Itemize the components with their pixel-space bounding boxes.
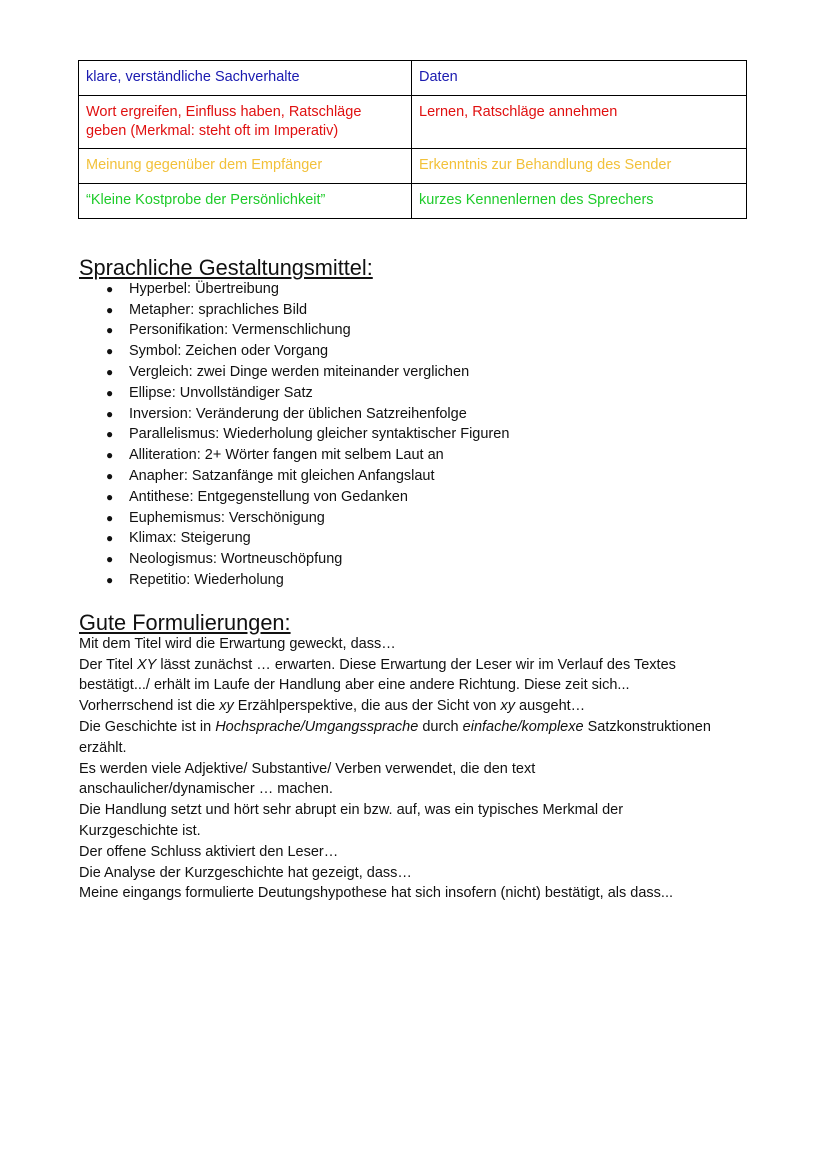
phrase-text: Die Geschichte ist in — [79, 718, 216, 735]
bullet-icon: ● — [106, 448, 114, 463]
bullet-icon: ● — [106, 510, 114, 525]
list-item — [79, 383, 759, 404]
phrase-text: bestätigt.../ erhält im Laufe der Handlung aber eine andere Richtung. Diese zeit sich... — [79, 677, 630, 694]
list-item — [79, 341, 759, 362]
list-item-text: Symbol: Zeichen oder Vorgang — [129, 343, 329, 360]
list-item — [79, 424, 759, 445]
list-item — [79, 320, 759, 341]
phrase-text: Es werden viele Adjektive/ Substantive/ Verben verwendet, die den text — [79, 760, 536, 777]
list-item-text: Alliteration: 2+ Wörter fangen mit selbem Laut an — [129, 447, 444, 464]
table-row — [79, 61, 747, 96]
good-phrases-section — [79, 610, 759, 904]
table-cell-left: Wort ergreifen, Einfluss haben, Ratschläge geben (Merkmal: steht oft im Imperativ) — [79, 96, 412, 149]
phrase-line — [79, 883, 759, 904]
phrase-text: Mit dem Titel wird die Erwartung geweckt, dass… — [79, 635, 396, 652]
bullet-icon: ● — [106, 385, 114, 400]
phrase-italic-text: XY — [137, 656, 157, 673]
phrase-line — [79, 779, 759, 800]
phrase-text: Der Titel — [79, 656, 138, 673]
stylistic-devices-list — [79, 279, 759, 591]
table-cell-left: klare, verständliche Sachverhalte — [79, 61, 412, 96]
phrase-line — [79, 738, 759, 759]
phrase-italic-text: Hochsprache/Umgangssprache — [215, 718, 419, 735]
bullet-icon: ● — [106, 302, 114, 317]
list-item-text: Repetitio: Wiederholung — [129, 571, 284, 588]
phrase-line — [79, 842, 759, 863]
phrase-line — [79, 634, 759, 655]
bullet-icon: ● — [106, 323, 114, 338]
phrase-text: Die Analyse der Kurzgeschichte hat gezeigt, dass… — [79, 864, 412, 881]
list-item — [79, 487, 759, 508]
phrase-italic-text: xy — [500, 698, 516, 715]
table-cell-left: “Kleine Kostprobe der Persönlichkeit” — [79, 184, 412, 219]
phrase-line — [79, 655, 759, 676]
phrase-text: Meine eingangs formulierte Deutungshypothese hat sich insofern (nicht) bestätigt, als dass... — [79, 885, 674, 902]
list-item-text: Klimax: Steigerung — [129, 530, 251, 547]
list-item — [79, 466, 759, 487]
list-item-text: Parallelismus: Wiederholung gleicher syntaktischer Figuren — [129, 426, 510, 443]
phrase-text: Vorherrschend ist die — [79, 698, 220, 715]
phrase-text: ausgeht… — [515, 698, 586, 715]
list-item-text: Ellipse: Unvollständiger Satz — [129, 384, 313, 401]
list-item-text: Personifikation: Vermenschlichung — [129, 322, 351, 339]
bullet-icon: ● — [106, 364, 114, 379]
list-item — [79, 279, 759, 300]
table-cell-left: Meinung gegenüber dem Empfänger — [79, 149, 412, 184]
list-item — [79, 300, 759, 321]
table-row — [79, 96, 747, 149]
communication-table — [78, 60, 747, 219]
table-cell-right: Lernen, Ratschläge annehmen — [412, 96, 747, 149]
good-phrases-text — [79, 634, 759, 904]
phrase-text: Satzkonstruktionen — [583, 718, 711, 735]
list-item — [79, 404, 759, 425]
phrase-italic-text: einfache/komplexe — [462, 718, 584, 735]
table-cell-right: kurzes Kennenlernen des Sprechers — [412, 184, 747, 219]
bullet-icon: ● — [106, 531, 114, 546]
list-item-text: Neologismus: Wortneuschöpfung — [129, 551, 343, 568]
table-cell-right: Daten — [412, 61, 747, 96]
good-phrases-heading: Gute Formulierungen: — [79, 610, 291, 635]
phrase-text: durch — [418, 718, 463, 735]
list-item — [79, 362, 759, 383]
phrase-line — [79, 821, 759, 842]
list-item — [79, 508, 759, 529]
bullet-icon: ● — [106, 406, 114, 421]
phrase-text: anschaulicher/dynamischer … machen. — [79, 781, 333, 798]
bullet-icon: ● — [106, 572, 114, 587]
phrase-text: Der offene Schluss aktiviert den Leser… — [79, 843, 339, 860]
bullet-icon: ● — [106, 489, 114, 504]
phrase-text: Kurzgeschichte ist. — [79, 822, 201, 839]
stylistic-devices-heading: Sprachliche Gestaltungsmittel: — [79, 255, 373, 280]
table-row — [79, 149, 747, 184]
phrase-text: erzählt. — [79, 739, 127, 756]
phrase-line — [79, 717, 759, 738]
phrase-line — [79, 696, 759, 717]
list-item-text: Anapher: Satzanfänge mit gleichen Anfangslaut — [129, 467, 435, 484]
phrase-line — [79, 800, 759, 821]
phrase-text: Die Handlung setzt und hört sehr abrupt ein bzw. auf, was ein typisches Merkmal der — [79, 802, 624, 819]
phrase-text: lässt zunächst … erwarten. Diese Erwartung der Leser wir im Verlauf des Textes — [156, 656, 676, 673]
phrase-line — [79, 863, 759, 884]
list-item — [79, 549, 759, 570]
list-item-text: Euphemismus: Verschönigung — [129, 509, 325, 526]
list-item-text: Antithese: Entgegenstellung von Gedanken — [129, 488, 408, 505]
list-item — [79, 445, 759, 466]
phrase-text: Erzählperspektive, die aus der Sicht von — [233, 698, 501, 715]
list-item-text: Hyperbel: Übertreibung — [129, 280, 279, 297]
phrase-italic-text: xy — [219, 698, 234, 715]
table-row — [79, 184, 747, 219]
list-item-text: Metapher: sprachliches Bild — [129, 301, 308, 318]
stylistic-devices-section — [79, 255, 759, 591]
list-item — [79, 570, 759, 591]
list-item — [79, 528, 759, 549]
list-item-text: Vergleich: zwei Dinge werden miteinander verglichen — [129, 363, 470, 380]
bullet-icon: ● — [106, 552, 114, 567]
list-item-text: Inversion: Veränderung der üblichen Satzreihenfolge — [129, 405, 467, 422]
bullet-icon: ● — [106, 344, 114, 359]
phrase-line — [79, 759, 759, 780]
bullet-icon: ● — [106, 468, 114, 483]
bullet-icon: ● — [106, 281, 114, 296]
phrase-line — [79, 675, 759, 696]
bullet-icon: ● — [106, 427, 114, 442]
table-cell-right: Erkenntnis zur Behandlung des Sender — [412, 149, 747, 184]
